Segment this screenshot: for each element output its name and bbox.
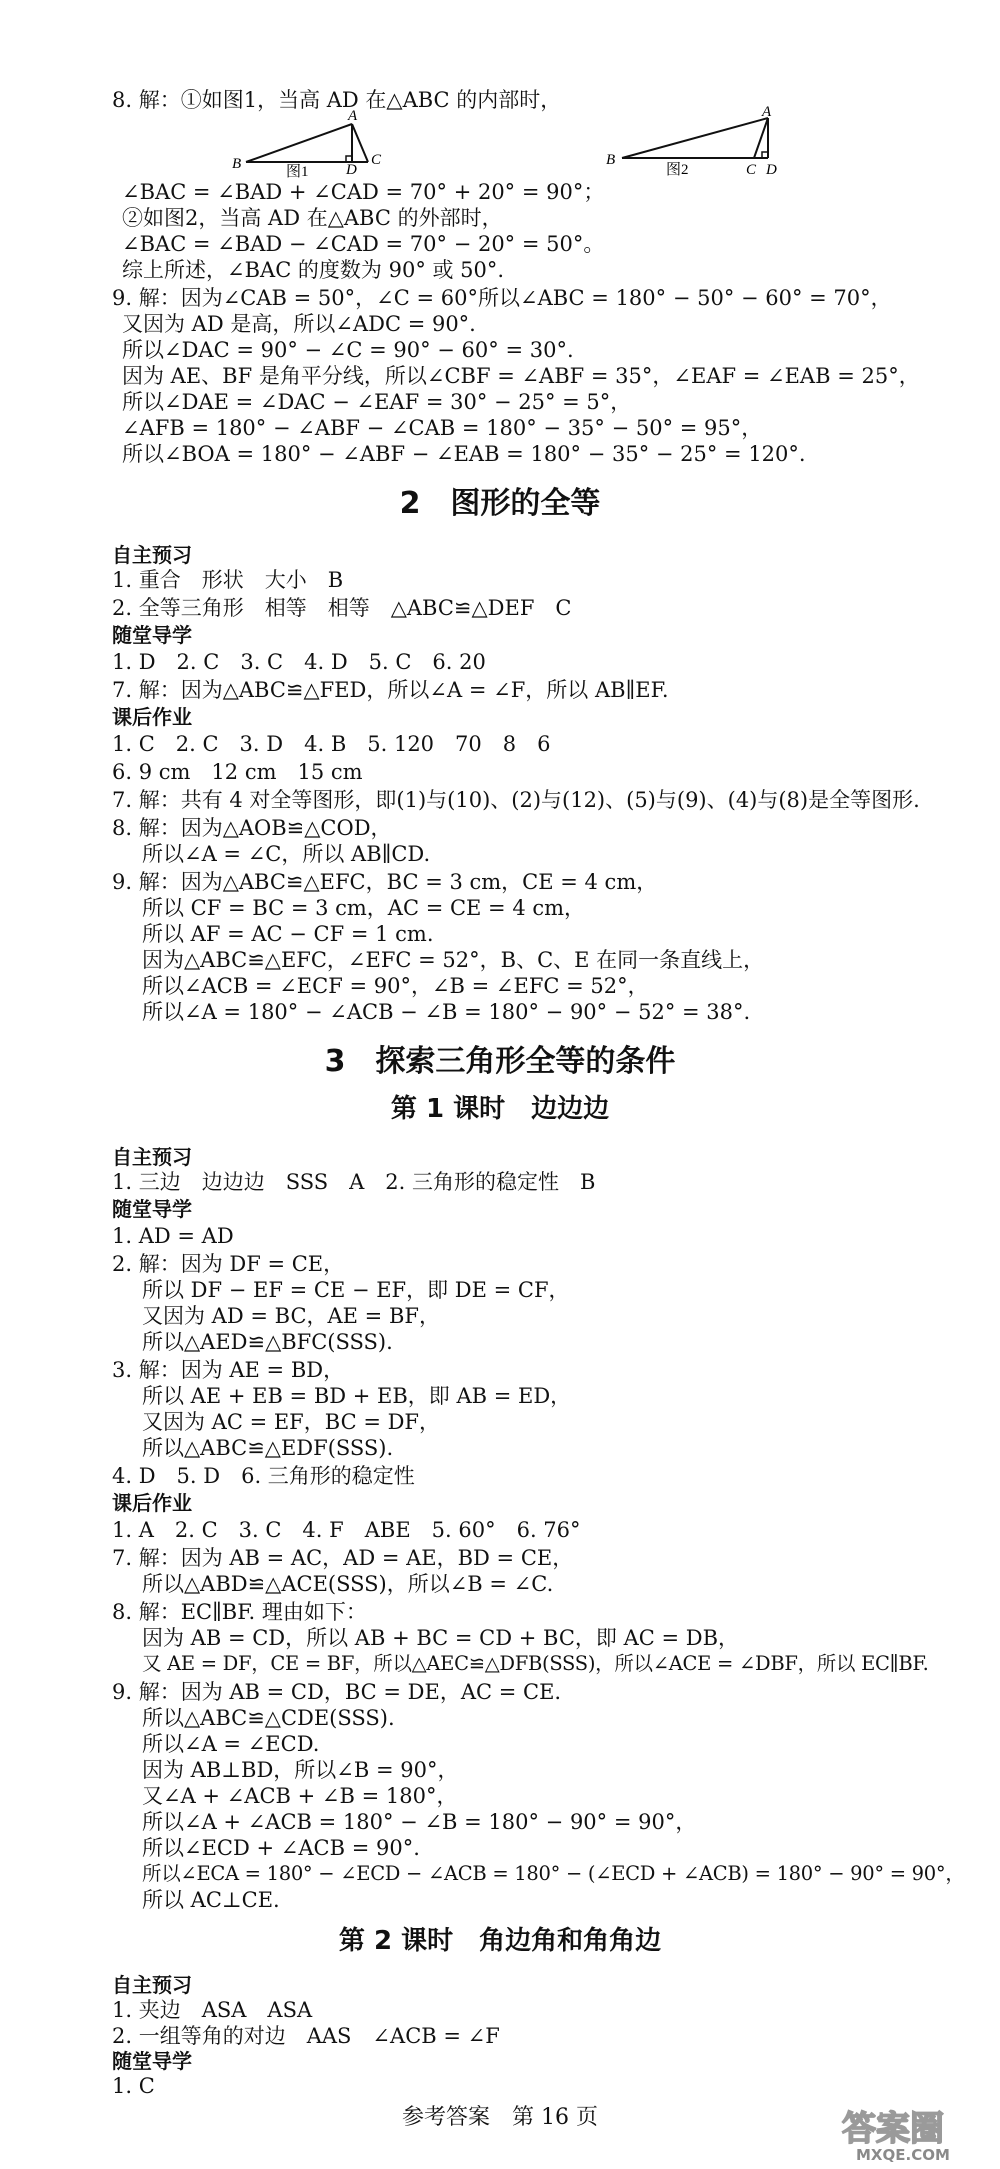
- s3-homework-1: 1. A 2. C 3. C 4. F ABE 5. 60° 6. 76°: [112, 1518, 581, 1542]
- s3-homework-7a: 7. 解：因为 AB = AC，AD = AE，BD = CE，: [112, 1546, 574, 1570]
- s3-class-guide-3b: 所以 AE + EB = BD + EB，即 AB = ED，: [142, 1384, 572, 1408]
- section-2-title: 2 图形的全等: [399, 486, 601, 521]
- fig2-label-b: B: [606, 152, 616, 168]
- q9-line-6: ∠AFB = 180° − ∠ABF − ∠CAB = 180° − 35° − 50° = 95°，: [122, 416, 763, 440]
- s3-class-guide-1: 1. AD = AD: [112, 1224, 234, 1248]
- s2-homework-9a: 9. 解：因为△ABC≌△EFC，BC = 3 cm，CE = 4 cm，: [112, 870, 658, 894]
- figure-2-triangle: [600, 106, 790, 178]
- s2-homework-1: 1. C 2. C 3. D 4. B 5. 120 70 8 6: [112, 732, 551, 756]
- q8-line-5: 综上所述，∠BAC 的度数为 90° 或 50°.: [122, 258, 505, 282]
- s3-homework-9c: 所以∠A = ∠ECD.: [142, 1732, 320, 1756]
- fig1-label-a: A: [348, 108, 358, 124]
- watermark-text-top: 答案圈: [842, 2109, 944, 2149]
- fig2-side-ba: [622, 118, 768, 158]
- s3-homework-8b: 因为 AB = CD，所以 AB + BC = CD + BC，即 AC = DB，: [142, 1626, 740, 1650]
- s3-class-guide-3d: 所以△ABC≌△EDF(SSS).: [142, 1436, 394, 1460]
- s3-homework-8c: 又 AE = DF，CE = BF，所以△AEC≌△DFB(SSS)，所以∠ACE = ∠DBF，所以 EC∥BF.: [142, 1652, 929, 1675]
- q9-line-2: 又因为 AD 是高，所以∠ADC = 90°.: [122, 312, 476, 336]
- q9-line-7: 所以∠BOA = 180° − ∠ABF − ∠EAB = 180° − 35° − 25° = 120°.: [122, 442, 806, 466]
- q8-line-4: ∠BAC = ∠BAD − ∠CAD = 70° − 20° = 50°。: [122, 232, 605, 256]
- s2-homework-7: 7. 解：共有 4 对全等图形，即(1)与(10)、(2)与(12)、(5)与(9)、(4)与(8)是全等图形.: [112, 788, 920, 812]
- s3-homework-8a: 8. 解：EC∥BF. 理由如下：: [112, 1600, 367, 1624]
- lesson-1-title: 第 1 课时 边边边: [390, 1094, 610, 1124]
- s2-class-guide-1: 1. D 2. C 3. C 4. D 5. C 6. 20: [112, 650, 486, 674]
- s2-homework-label: 课后作业: [112, 705, 192, 729]
- s3-class-guide-3c: 又因为 AC = EF，BC = DF，: [142, 1410, 440, 1434]
- fig2-caption: 图2: [666, 162, 689, 178]
- l2-self-study-1: 1. 夹边 ASA ASA: [112, 1998, 313, 2022]
- s2-homework-6: 6. 9 cm 12 cm 15 cm: [112, 760, 363, 784]
- q9-line-1: 9. 解：因为∠CAB = 50°，∠C = 60°所以∠ABC = 180° − 50° − 60° = 70°，: [112, 286, 892, 310]
- s3-homework-9e: 又∠A + ∠ACB + ∠B = 180°，: [142, 1784, 458, 1808]
- s3-homework-9f: 所以∠A + ∠ACB = 180° − ∠B = 180° − 90° = 90°，: [142, 1810, 697, 1834]
- l2-self-study-2: 2. 一组等角的对边 AAS ∠ACB = ∠F: [112, 2024, 500, 2048]
- s3-self-study-label: 自主预习: [112, 1145, 192, 1169]
- fig1-side-ac: [352, 124, 368, 162]
- q8-line-3: ②如图2，当高 AD 在△ABC 的外部时，: [122, 206, 503, 230]
- page-footer: 参考答案 第 16 页: [402, 2105, 598, 2130]
- s2-self-study-1: 1. 重合 形状 大小 B: [112, 568, 344, 592]
- l2-class-guide-label: 随堂导学: [112, 2049, 192, 2073]
- l2-self-study-label: 自主预习: [112, 1973, 192, 1997]
- fig1-label-d: D: [346, 162, 357, 178]
- s3-class-guide-2d: 所以△AED≌△BFC(SSS).: [142, 1330, 393, 1354]
- q8-line-1: 8. 解：①如图1，当高 AD 在△ABC 的内部时，: [112, 88, 562, 112]
- s3-homework-9b: 所以△ABC≌△CDE(SSS).: [142, 1706, 395, 1730]
- s3-homework-label: 课后作业: [112, 1491, 192, 1515]
- fig1-label-c: C: [371, 152, 382, 168]
- watermark-logo: [838, 2100, 988, 2164]
- s3-class-guide-2a: 2. 解：因为 DF = CE，: [112, 1252, 345, 1276]
- s3-class-guide-2b: 所以 DF − EF = CE − EF，即 DE = CF，: [142, 1278, 570, 1302]
- s3-homework-9g: 所以∠ECD + ∠ACB = 90°.: [142, 1836, 420, 1860]
- s2-homework-9e: 所以∠ACB = ∠ECF = 90°，∠B = ∠EFC = 52°，: [142, 974, 649, 998]
- q9-line-3: 所以∠DAC = 90° − ∠C = 90° − 60° = 30°.: [122, 338, 574, 362]
- watermark-text-bottom: MXQE.COM: [856, 2146, 950, 2164]
- s3-class-guide-3a: 3. 解：因为 AE = BD，: [112, 1358, 345, 1382]
- s3-self-study-1: 1. 三边 边边边 SSS A 2. 三角形的稳定性 B: [112, 1170, 596, 1194]
- s3-homework-9i: 所以 AC⊥CE.: [142, 1888, 280, 1912]
- fig1-label-b: B: [232, 156, 242, 172]
- figure-1-triangle: [228, 106, 398, 178]
- s2-self-study-2: 2. 全等三角形 相等 相等 △ABC≌△DEF C: [112, 596, 572, 620]
- s2-homework-8b: 所以∠A = ∠C，所以 AB∥CD.: [142, 842, 431, 866]
- s3-class-guide-4: 4. D 5. D 6. 三角形的稳定性: [112, 1464, 415, 1488]
- s3-homework-9h: 所以∠ECA = 180° − ∠ECD − ∠ACB = 180° − (∠ECD + ∠ACB) = 180° − 90° = 90°，: [142, 1862, 965, 1885]
- s3-homework-9a: 9. 解：因为 AB = CD，BC = DE，AC = CE.: [112, 1680, 562, 1704]
- fig2-label-c: C: [746, 162, 757, 178]
- s2-class-guide-label: 随堂导学: [112, 623, 192, 647]
- s2-homework-9b: 所以 CF = BC = 3 cm，AC = CE = 4 cm，: [142, 896, 586, 920]
- s3-homework-9d: 因为 AB⊥BD，所以∠B = 90°，: [142, 1758, 459, 1782]
- fig1-caption: 图1: [286, 164, 309, 178]
- s2-self-study-label: 自主预习: [112, 543, 192, 567]
- s3-class-guide-2c: 又因为 AD = BC，AE = BF，: [142, 1304, 440, 1328]
- s2-homework-9f: 所以∠A = 180° − ∠ACB − ∠B = 180° − 90° − 52° = 38°.: [142, 1000, 751, 1024]
- s2-class-guide-7: 7. 解：因为△ABC≌△FED，所以∠A = ∠F，所以 AB∥EF.: [112, 678, 669, 702]
- s2-homework-9c: 所以 AF = AC − CF = 1 cm.: [142, 922, 434, 946]
- s3-class-guide-label: 随堂导学: [112, 1197, 192, 1221]
- fig1-side-ba: [246, 124, 352, 162]
- fig2-label-d: D: [766, 162, 777, 178]
- section-3-title: 3 探索三角形全等的条件: [324, 1044, 676, 1079]
- s2-homework-9d: 因为△ABC≌△EFC，∠EFC = 52°，B、C、E 在同一条直线上，: [142, 948, 765, 972]
- q8-line-2: ∠BAC = ∠BAD + ∠CAD = 70° + 20° = 90°；: [122, 180, 605, 204]
- lesson-2-title: 第 2 课时 角边角和角角边: [338, 1926, 662, 1956]
- q9-line-4: 因为 AE、BF 是角平分线，所以∠CBF = ∠ABF = 35°，∠EAF = ∠EAB = 25°，: [122, 364, 920, 388]
- fig2-label-a: A: [762, 106, 772, 120]
- q9-line-5: 所以∠DAE = ∠DAC − ∠EAF = 30° − 25° = 5°，: [122, 390, 632, 414]
- s2-homework-8a: 8. 解：因为△AOB≌△COD，: [112, 816, 392, 840]
- s3-homework-7b: 所以△ABD≌△ACE(SSS)，所以∠B = ∠C.: [142, 1572, 554, 1596]
- l2-class-guide-1: 1. C: [112, 2074, 155, 2098]
